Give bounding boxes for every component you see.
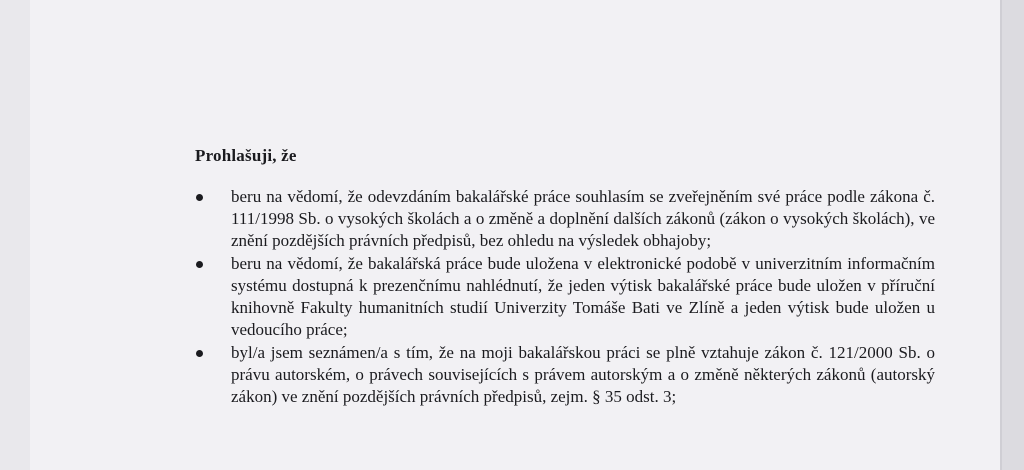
list-item	[195, 186, 935, 252]
list-item-text: beru na vědomí, že odevzdáním bakalářské práce souhlasím se zveřejněním své práce podle zákona č. 111/1998 Sb. o vysokých školách a o změně a doplnění dalších zákonů (zákon o vysokých školách), ve znění pozdějších právních předpisů, bez ohledu na výsledek obhajoby;	[231, 187, 935, 250]
bullet-icon	[196, 350, 203, 357]
list-item	[195, 342, 935, 408]
list-item-text: beru na vědomí, že bakalářská práce bude uložena v elektronické podobě v univerzitním informačním systému dostupná k prezenčnímu nahlédnutí, že jeden výtisk bakalářské práce bude uložen v příruční knihovně Fakulty humanitních studií Univerzity Tomáše Bati ve Zlíně a jeden výtisk bude uložen u vedoucího práce;	[231, 254, 935, 339]
bullet-icon	[196, 194, 203, 201]
list-item-text: byl/a jsem seznámen/a s tím, že na moji bakalářskou práci se plně vztahuje zákon č. 121/2000 Sb. o právu autorském, o právech souvisejících s právem autorským a o změně některých zákonů (autorský zákon) ve znění pozdějších právních předpisů, zejm. § 35 odst. 3;	[231, 343, 935, 406]
declaration-list	[195, 186, 935, 409]
bullet-icon	[196, 261, 203, 268]
declaration-heading: Prohlašuji, že	[195, 146, 297, 165]
list-item	[195, 253, 935, 341]
